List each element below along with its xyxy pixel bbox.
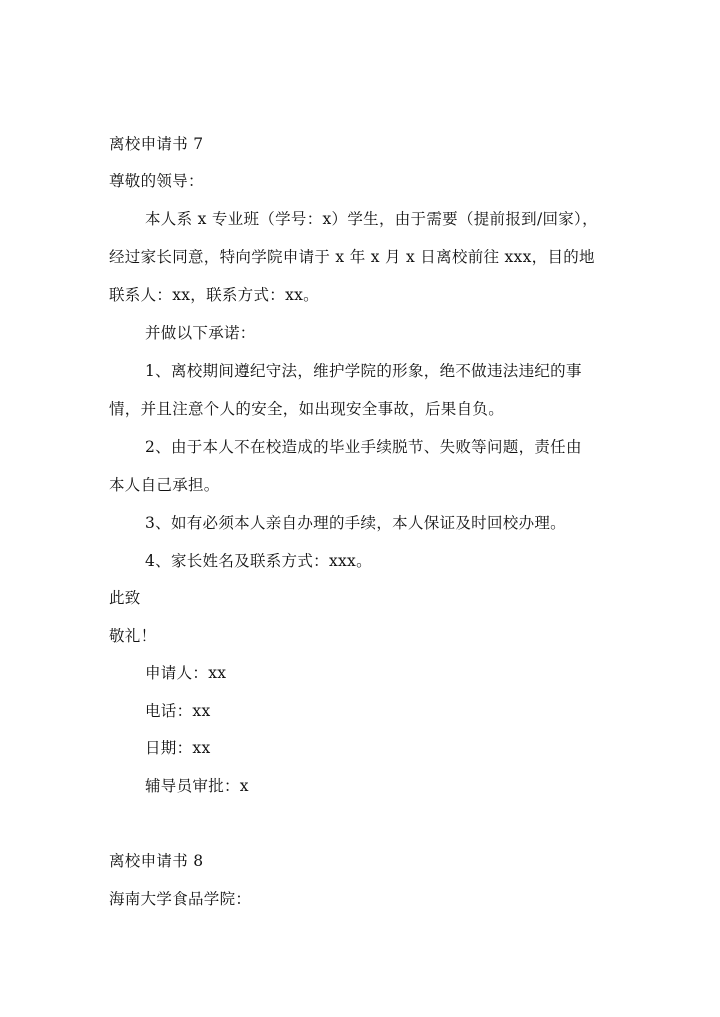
doc7-item1-line2: 情，并且注意个人的安全，如出现安全事故，后果自负。 — [109, 400, 505, 418]
doc7-closing-2: 敬礼！ — [109, 627, 157, 645]
doc7-closing-1: 此致 — [109, 589, 141, 607]
doc7-promise-intro: 并做以下承诺： — [145, 324, 256, 342]
doc7-salutation: 尊敬的领导： — [109, 172, 204, 190]
doc7-item3: 3、如有必须本人亲自办理的手续，本人保证及时回校办理。 — [145, 514, 566, 532]
doc8-salutation: 海南大学食品学院： — [109, 890, 252, 908]
doc7-item2-line1: 2、由于本人不在校造成的毕业手续脱节、失败等问题，责任由 — [145, 438, 582, 456]
doc7-item4: 4、家长姓名及联系方式：xxx。 — [145, 552, 372, 570]
doc7-para1-line3: 联系人：xx，联系方式：xx。 — [109, 286, 319, 304]
doc8-title: 离校申请书 8 — [109, 852, 204, 870]
doc7-phone: 电话：xx — [145, 702, 211, 720]
doc7-counselor-approval: 辅导员审批：x — [145, 777, 249, 795]
doc7-title: 离校申请书 7 — [109, 135, 204, 153]
doc7-para1-line1: 本人系 x 专业班（学号：x）学生，由于需要（提前报到/回家）， — [145, 210, 598, 228]
doc7-item2-line2: 本人自己承担。 — [109, 476, 220, 494]
doc7-date: 日期：xx — [145, 739, 211, 757]
doc7-applicant: 申请人：xx — [145, 664, 227, 682]
doc7-item1-line1: 1、离校期间遵纪守法，维护学院的形象，绝不做违法违纪的事 — [145, 362, 582, 380]
doc7-para1-line2: 经过家长同意，特向学院申请于 x 年 x 月 x 日离校前往 xxx，目的地 — [109, 248, 595, 266]
